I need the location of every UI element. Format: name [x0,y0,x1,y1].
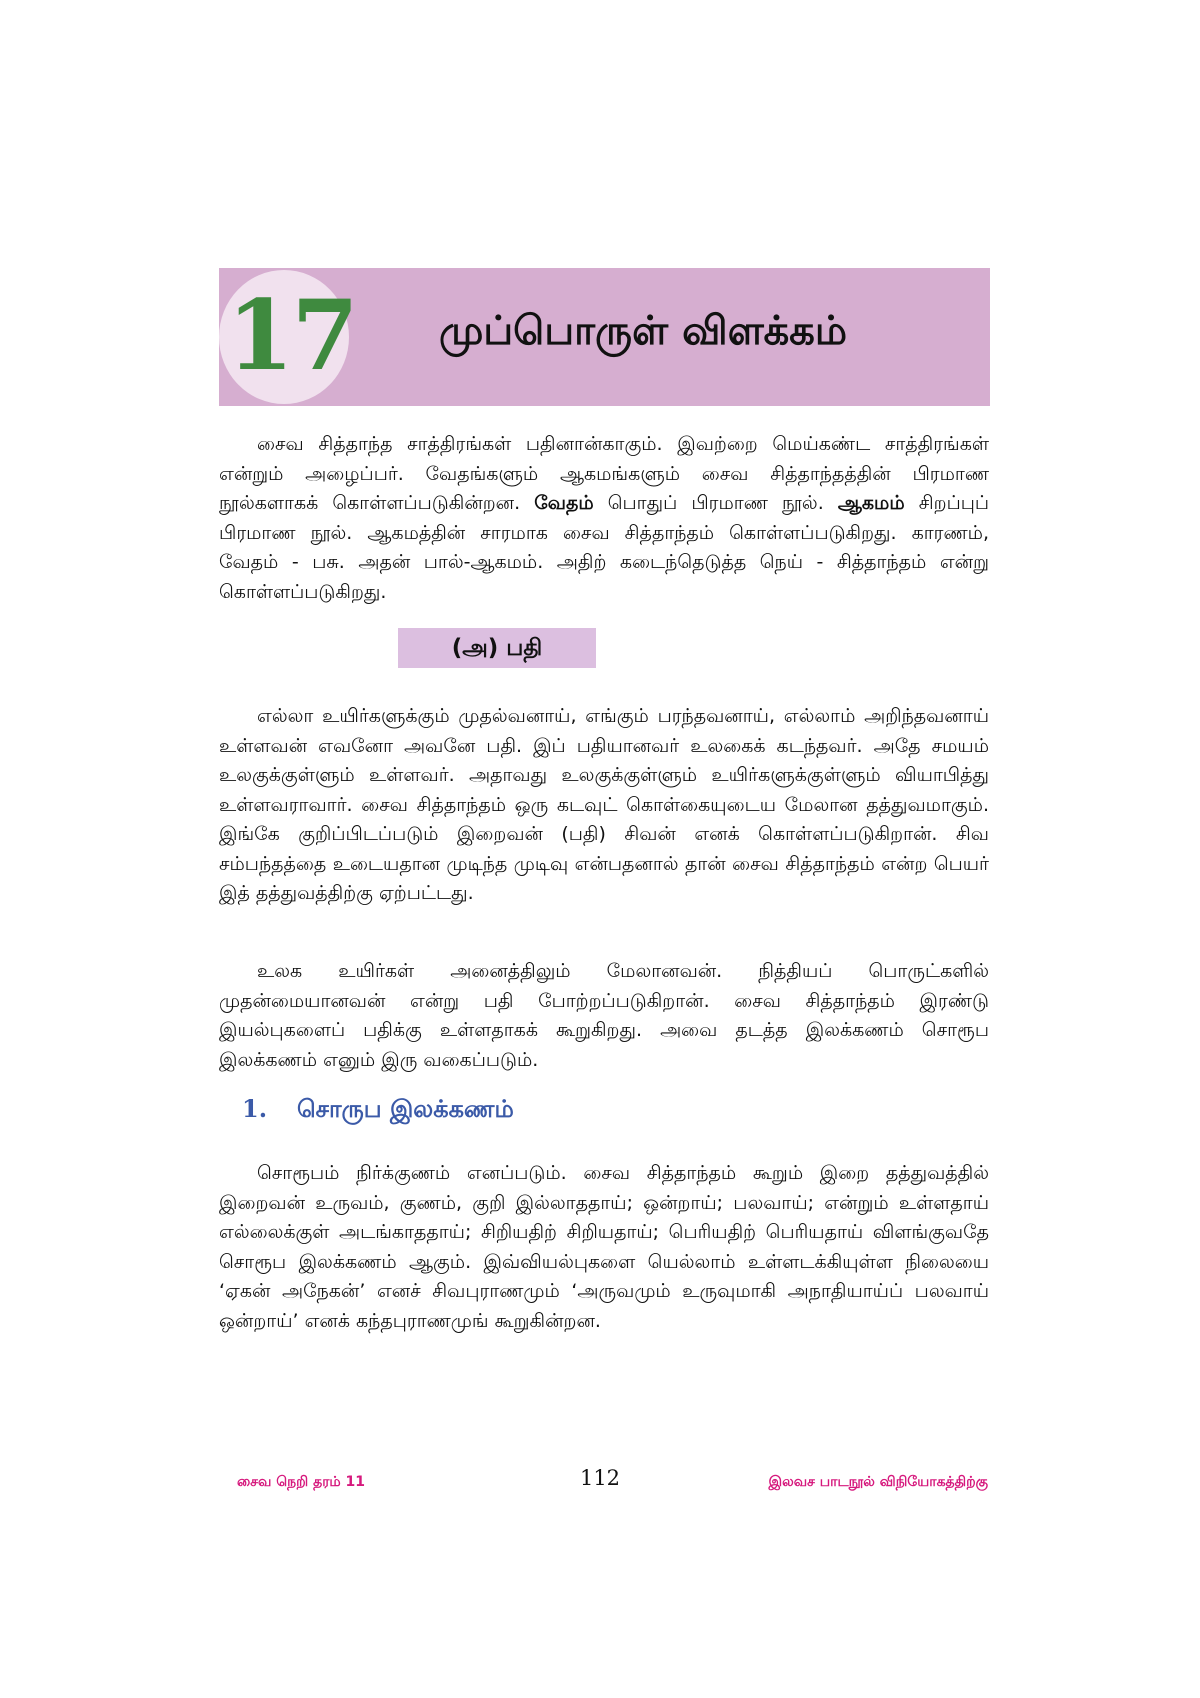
swarupa-paragraph: சொரூபம் நிர்க்குணம் எனப்படும். சைவ சித்தாந்தம் கூறும் இறை தத்துவத்தில் இறைவன் உருவம், குணம், குறி இல்லாததாய்; ஒன்றாய்; பலவாய்; என்றும் உள்ளதாய் எல்லைக்குள் அடங்காததாய்; சிறியதிற் சிறியதாய்; பெரியதிற் பெரியதாய் விளங்குவதே சொரூப இலக்கணம் ஆகும். இவ்வியல்புகளை யெல்லாம் உள்ளடக்கியுள்ள நிலையை ‘ஏகன் அநேகன்’ எனச் சிவபுராணமும் ‘அருவமும் உருவுமாகி அநாதியாய்ப் பலவாய் ஒன்றாய்’ எனக் கந்தபுராணமுங் கூறுகின்றன. [219,1162,989,1332]
chapter-number: 17 [227,279,357,392]
pathi-paragraph-2: உலக உயிர்கள் அனைத்திலும் மேலானவன். நித்தியப் பொருட்களில் முதன்மையானவன் என்று பதி போற்றப்படுகிறான். சைவ சித்தாந்தம் இரண்டு இயல்புகளைப் பதிக்கு உள்ளதாகக் கூறுகிறது. அவை தடத்த இலக்கணம் சொரூப இலக்கணம் எனும் இரு வகைப்படும். [219,960,989,1071]
footer-distribution-note: இலவச பாடநூல் விநியோகத்திற்கு [768,1474,988,1490]
intro-text-3: சிறப்புப் பிரமாண நூல். ஆகமத்தின் சாரமாக சைவ சித்தாந்தம் கொள்ளப்படுகிறது. காரணம், வேதம் - பசு. அதன் பால்-ஆகமம். அதிற் கடைந்தெடுத்த நெய் - சித்தாந்தம் என்று கொள்ளப்படுகிறது. [219,492,989,603]
subsection-title: சொருப இலக்கணம் [297,1095,514,1123]
chapter-banner [219,268,990,406]
intro-bold-agama: ஆகமம் [837,492,905,514]
intro-text-1: சைவ சித்தாந்த சாத்திரங்கள் பதினான்காகும். இவற்றை மெய்கண்ட சாத்திரங்கள் என்றும் அழைப்பர். வேதங்களும் ஆகமங்களும் சைவ சித்தாந்தத்தின் பிரமாண நூல்களாகக் கொள்ளப்படுகின்றன. [219,433,989,514]
chapter-title: முப்பொருள் விளக்கம் [439,308,848,354]
intro-paragraph [219,430,989,607]
page-number: 112 [579,1466,621,1490]
subsection-number: 1. [242,1094,268,1123]
intro-text-2: பொதுப் பிரமாண நூல். [593,492,838,514]
intro-bold-veda: வேதம் [534,492,594,514]
pathi-paragraph-1: எல்லா உயிர்களுக்கும் முதல்வனாய், எங்கும் பரந்தவனாய், எல்லாம் அறிந்தவனாய் உள்ளவன் எவனோ அவனே பதி. இப் பதியானவர் உலகைக் கடந்தவர். அதே சமயம் உலகுக்குள்ளும் உள்ளவர். அதாவது உலகுக்குள்ளும் உயிர்களுக்குள்ளும் வியாபித்து உள்ளவராவார். சைவ சித்தாந்தம் ஒரு கடவுட் கொள்கையுடைய மேலான தத்துவமாகும். இங்கே குறிப்பிடப்படும் இறைவன் (பதி) சிவன் எனக் கொள்ளப்படுகிறான். சிவ சம்பந்தத்தை உடையதான முடிந்த முடிவு என்பதனால் தான் சைவ சித்தாந்தம் என்ற பெயர் இத் தத்துவத்திற்கு ஏற்பட்டது. [219,705,989,904]
footer-book-title: சைவ நெறி தரம் 11 [237,1474,366,1490]
subsection-heading [242,1094,514,1126]
section-heading-pathi: (அ) பதி [398,628,596,668]
